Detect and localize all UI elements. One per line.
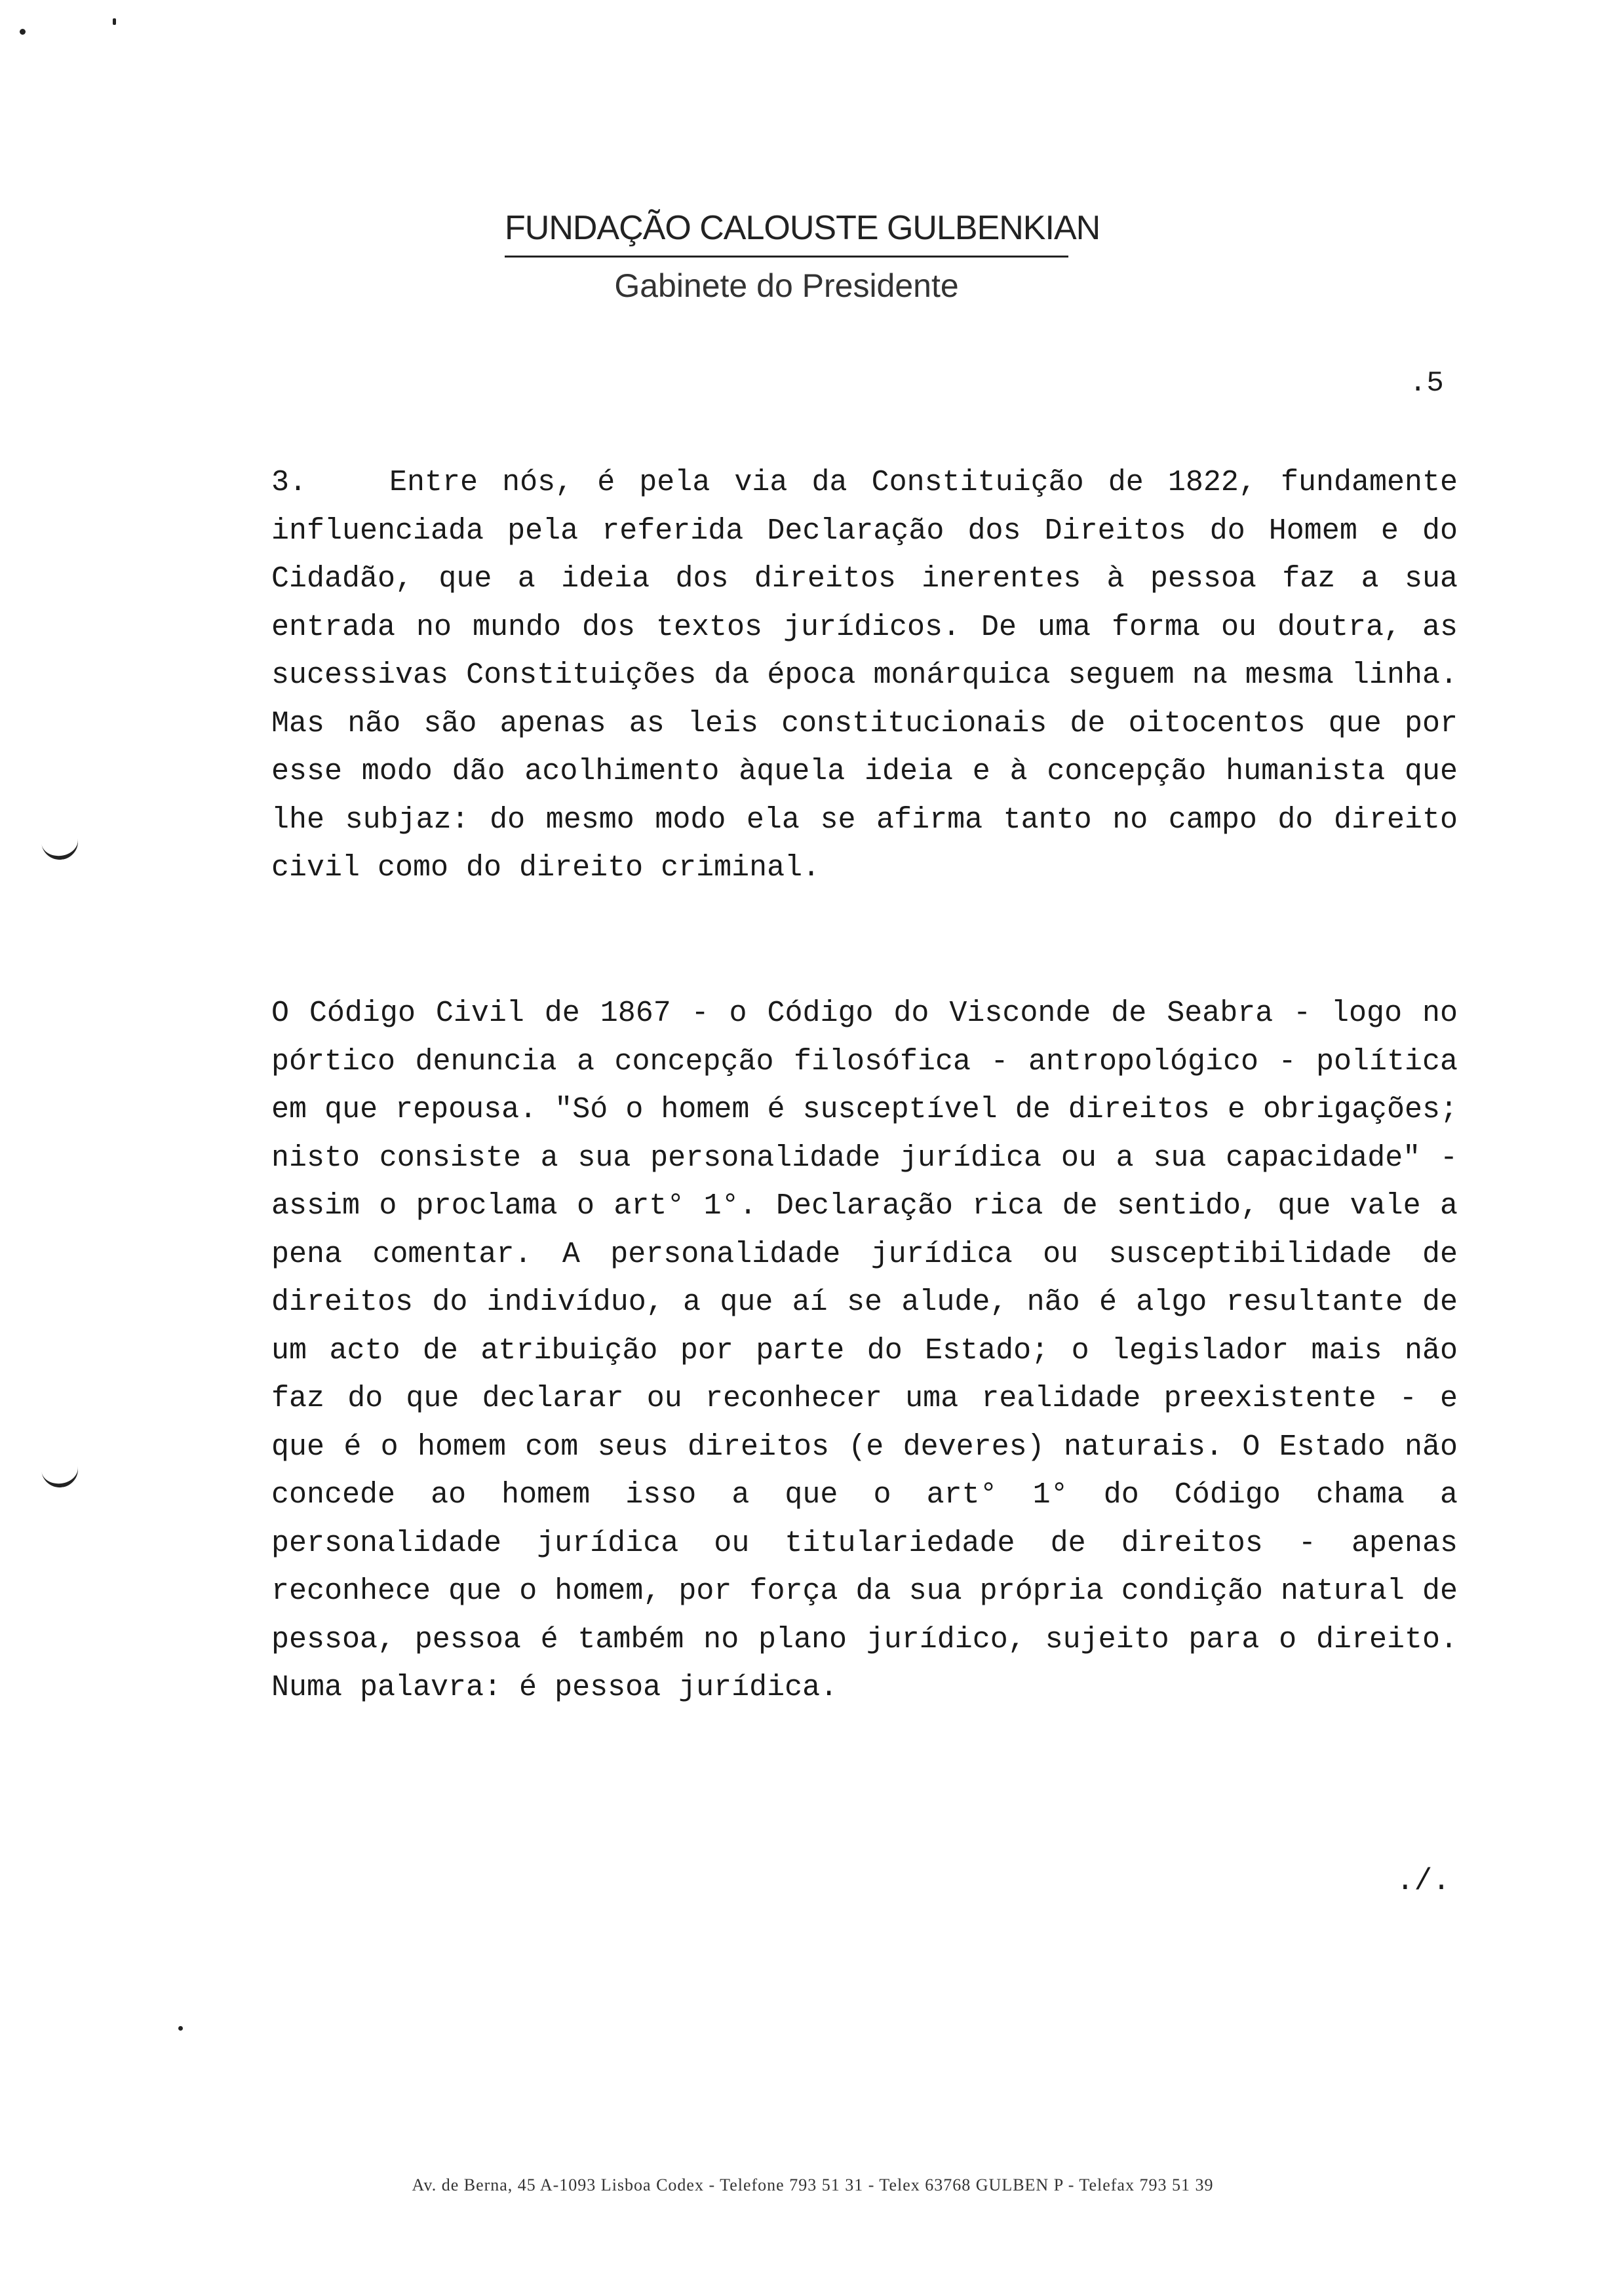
punch-hole-mark [40, 830, 80, 862]
paragraph-2-text: O Código Civil de 1867 - o Código do Visconde de Seabra - logo no pórtico denuncia a concepção filosófica - antropológico - política em que repousa. "Só o homem é susceptível de direitos e obrigações; nisto consiste a sua personalidade jurídica ou a sua capacidade" - assim o proclama o art° 1°. Declaração rica de sentido, que vale a pena comentar. A personalidade jurídica ou susceptibilidade de direitos do indivíduo, a que aí se alude, não é algo resultante de um acto de atribuição por parte do Estado; o legislador mais não faz do que declarar ou reconhecer uma realidade preexistente - e que é o homem com seus direitos (e deveres) naturais. O Estado não concede ao homem isso a que o art° 1° do Código chama a personalidade jurídica ou titulariedade de direitos - apenas reconhece que o homem, por força da sua própria condição natural de pessoa, pessoa é também no plano jurídico, sujeito para o direito. Numa palavra: é pessoa jurídica. [271, 997, 1458, 1704]
paragraph-2 [271, 989, 1458, 1712]
scan-speck [178, 2026, 183, 2031]
scan-speck [20, 29, 26, 35]
organization-name: FUNDAÇÃO CALOUSTE GULBENKIAN [505, 208, 1068, 258]
letterhead [505, 208, 1100, 305]
footer-address: Av. de Berna, 45 A-1093 Lisboa Codex - Telefone 793 51 31 - Telex 63768 GULBEN P - Telefax 793 51 39 [412, 2175, 1214, 2194]
continuation-mark: ./. [1396, 1864, 1450, 1898]
paragraph-number: 3. [271, 466, 307, 499]
punch-hole-mark [40, 1457, 80, 1489]
page-number: .5 [1409, 367, 1444, 400]
scan-speck [113, 18, 116, 25]
paragraph-1 [271, 459, 1458, 892]
paragraph-1-text: Entre nós, é pela via da Constituição de 1822, fundamente influenciada pela referida Declaração dos Direitos do Homem e do Cidadão, que a ideia dos direitos inerentes à pessoa faz a sua entrada no mundo dos textos jurídicos. De uma forma ou doutra, as sucessivas Constituições da época monárquica seguem na mesma linha. Mas não são apenas as leis constitucionais de oitocentos que por esse modo dão acolhimento àquela ideia e à concepção humanista que lhe subjaz: do mesmo modo ela se afirma tanto no campo do direito civil como do direito criminal. [271, 466, 1458, 885]
office-name: Gabinete do Presidente [614, 267, 959, 304]
